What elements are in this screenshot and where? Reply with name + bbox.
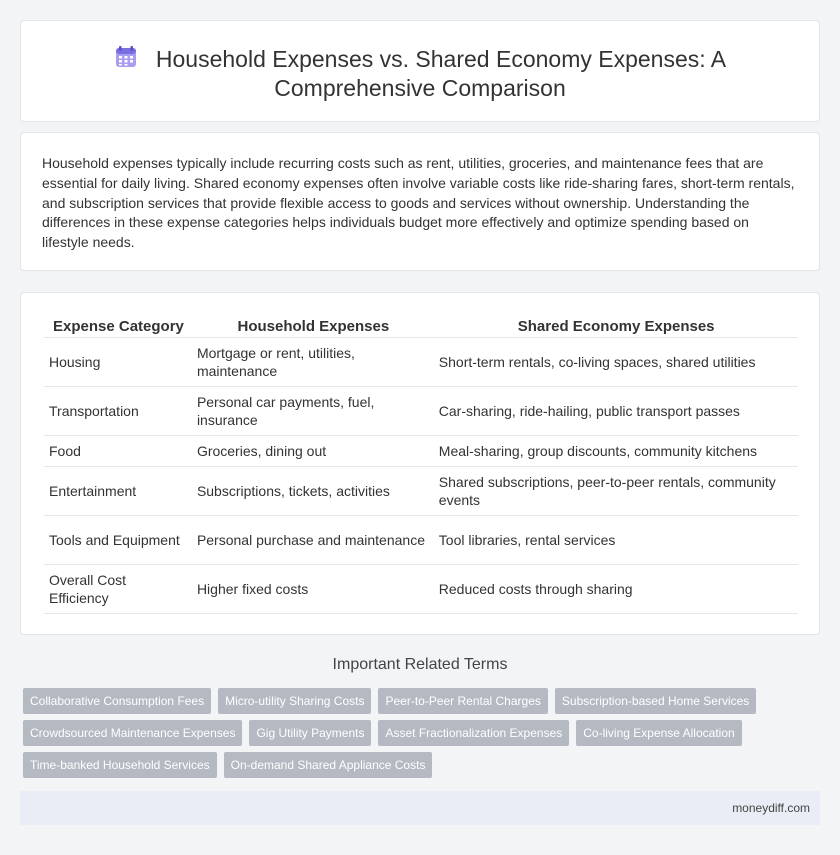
table-cell: Higher fixed costs	[192, 564, 434, 613]
calendar-icon	[114, 45, 138, 69]
table-cell: Subscriptions, tickets, activities	[192, 466, 434, 515]
related-term-tag[interactable]: Subscription-based Home Services	[555, 688, 756, 714]
comparison-table	[44, 315, 798, 614]
table-row	[45, 337, 799, 386]
table-cell: Mortgage or rent, utilities, maintenance	[192, 337, 434, 386]
column-header: Household Expenses	[192, 315, 434, 337]
related-term-tag[interactable]: Peer-to-Peer Rental Charges	[378, 688, 547, 714]
intro-paragraph: Household expenses typically include recurring costs such as rent, utilities, groceries, and maintenance fees that are essential for daily living. Shared economy expenses often involve variable costs like ride-sharing fares, short-term rentals, and subscription services that provide flexible access to goods and services without ownership. Understanding the differences in these expense categories helps individuals budget more effectively and optimize spending based on lifestyle needs.	[42, 155, 795, 251]
related-term-tag[interactable]: Time-banked Household Services	[23, 752, 217, 778]
table-cell: Housing	[45, 337, 193, 386]
title-card	[20, 20, 820, 122]
table-cell: Overall Cost Efficiency	[45, 564, 193, 613]
table-cell: Tools and Equipment	[45, 515, 193, 564]
title-line-1: Household Expenses vs. Shared Economy Expenses: A	[155, 46, 727, 72]
table-row	[45, 435, 799, 466]
table-cell: Personal car payments, fuel, insurance	[192, 386, 434, 435]
comparison-table-card	[20, 292, 820, 635]
table-cell: Meal-sharing, group discounts, community kitchens	[434, 435, 798, 466]
table-cell: Shared subscriptions, peer-to-peer rentals, community events	[434, 466, 798, 515]
table-header-row	[45, 315, 799, 337]
footer-site-credit: moneydiff.com	[20, 791, 820, 825]
related-term-tag[interactable]: Co-living Expense Allocation	[576, 720, 741, 746]
related-term-tag[interactable]: On-demand Shared Appliance Costs	[224, 752, 433, 778]
table-row	[45, 564, 799, 613]
table-cell: Reduced costs through sharing	[434, 564, 798, 613]
table-cell: Food	[45, 435, 193, 466]
table-cell: Personal purchase and maintenance	[192, 515, 434, 564]
intro-card	[20, 132, 820, 271]
table-cell: Car-sharing, ride-hailing, public transport passes	[434, 386, 798, 435]
table-row	[45, 515, 799, 564]
column-header: Expense Category	[45, 315, 193, 337]
related-term-tag[interactable]: Micro-utility Sharing Costs	[218, 688, 371, 714]
table-cell: Short-term rentals, co-living spaces, shared utilities	[434, 337, 798, 386]
related-terms-heading: Important Related Terms	[332, 656, 508, 673]
table-row	[45, 386, 799, 435]
table-cell: Tool libraries, rental services	[434, 515, 798, 564]
related-term-tag[interactable]: Crowdsourced Maintenance Expenses	[23, 720, 242, 746]
column-header: Shared Economy Expenses	[434, 315, 798, 337]
table-row	[45, 466, 799, 515]
related-term-tag[interactable]: Asset Fractionalization Expenses	[378, 720, 569, 746]
table-cell: Groceries, dining out	[192, 435, 434, 466]
title-line-2: Comprehensive Comparison	[274, 75, 566, 101]
table-cell: Entertainment	[45, 466, 193, 515]
related-term-tag[interactable]: Collaborative Consumption Fees	[23, 688, 211, 714]
page-title	[21, 45, 819, 103]
related-term-tag[interactable]: Gig Utility Payments	[249, 720, 371, 746]
related-terms-list	[23, 688, 823, 784]
table-cell: Transportation	[45, 386, 193, 435]
